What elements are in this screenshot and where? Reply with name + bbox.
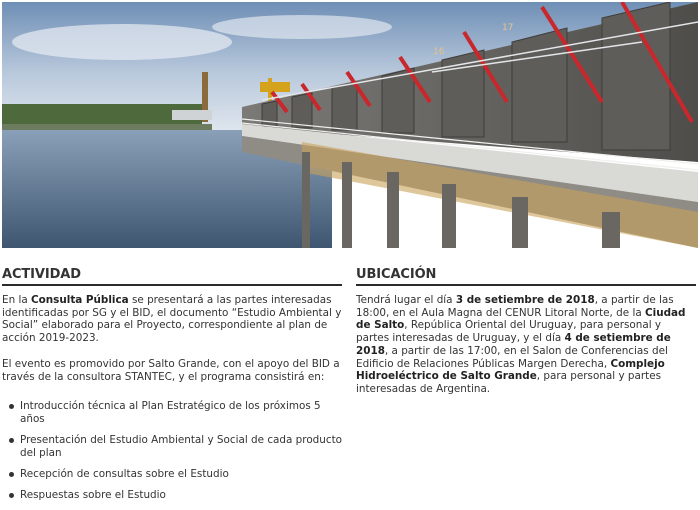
bold-text: 3 de setiembre de 2018 — [455, 294, 595, 306]
hero-dam-image — [2, 2, 698, 248]
text-run: Tendrá lugar el día — [356, 294, 456, 306]
actividad-paragraph-2: El evento es promovido por Salto Grande, con el apoyo del BID a través de la consultora STANTEC, y el programa consistirá en: — [2, 357, 340, 383]
svg-text:17: 17 — [502, 23, 514, 33]
list-item: Respuestas sobre el Estudio — [20, 489, 342, 502]
actividad-paragraph-1 — [2, 294, 342, 345]
actividad-section — [2, 266, 342, 510]
program-list — [2, 400, 342, 502]
svg-text:16: 16 — [433, 47, 445, 57]
text-run: se presentará a las partes interesadas identificadas por SG y el BID, el documento “Estudio Ambiental y Social” elaborado para el Proyecto, correspondiente al plan de acción 2019-2023. — [2, 294, 342, 345]
text-run: , a partir de las 18:00, en el Aula Magna del CENUR Litoral Norte, de la — [356, 294, 674, 319]
list-item: Presentación del Estudio Ambiental y Social de cada producto del plan — [20, 434, 342, 459]
bold-text: 4 de setiembre de 2018 — [356, 332, 671, 357]
ubicacion-paragraph — [356, 294, 696, 396]
ubicacion-section — [356, 266, 696, 396]
actividad-heading: ACTIVIDAD — [2, 266, 342, 286]
text-run: En la — [2, 294, 32, 306]
text-run: , para personal y partes interesadas de Argentina. — [356, 370, 662, 395]
list-item: Recepción de consultas sobre el Estudio — [20, 468, 342, 481]
bold-text: Complejo Hidroeléctrico de Salto Grande — [356, 357, 665, 383]
text-run: , República Oriental del Uruguay, para personal y partes interesadas de Uruguay, y el día — [356, 319, 662, 345]
bold-text: Ciudad de Salto — [356, 306, 686, 332]
list-item: Introducción técnica al Plan Estratégico de los próximos 5 años — [20, 400, 342, 425]
bold-text: Consulta Pública — [31, 294, 129, 306]
text-run: , a partir de las 17:00, en el Salon de Conferencias del Edificio de Relaciones Públicas Margen Derecha, — [356, 344, 668, 370]
ubicacion-heading: UBICACIÓN — [356, 266, 696, 286]
